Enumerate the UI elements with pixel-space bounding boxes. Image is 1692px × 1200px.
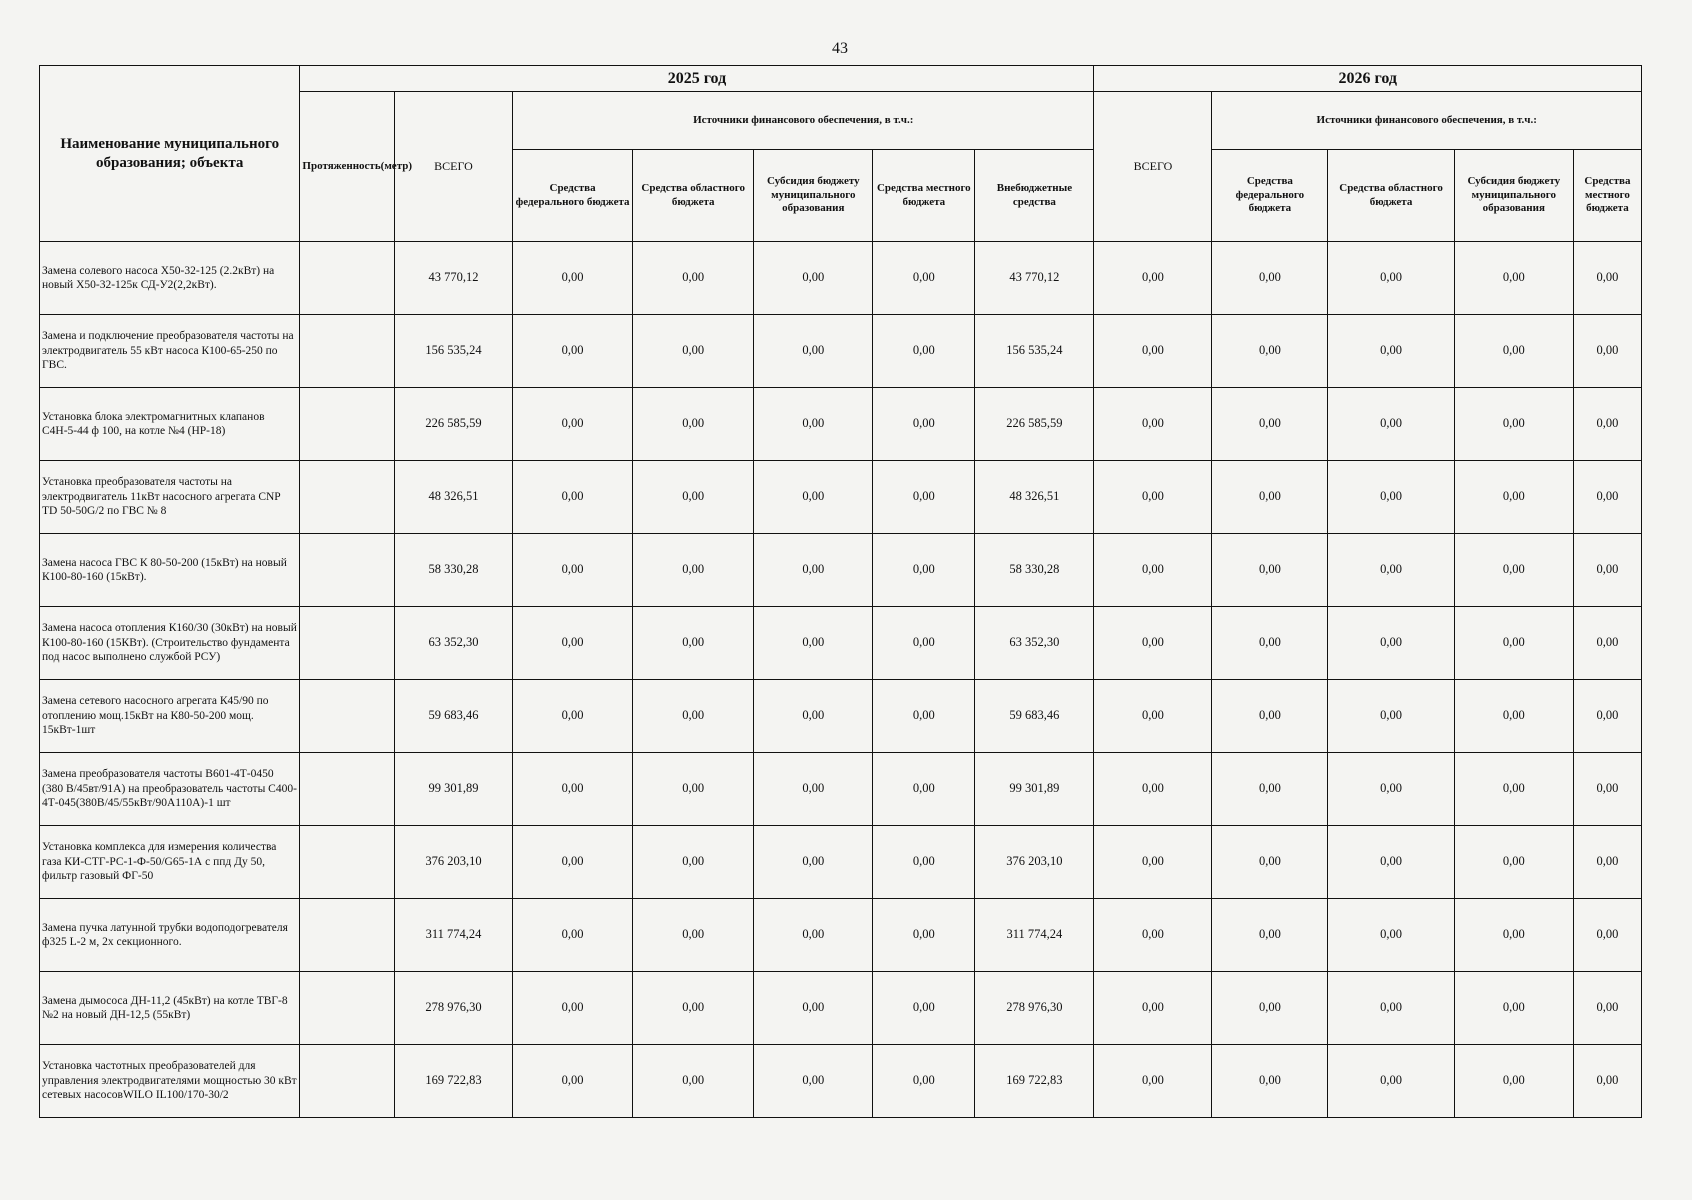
federal-2026-cell: 0,00 xyxy=(1212,461,1328,534)
federal-2026-cell: 0,00 xyxy=(1212,826,1328,899)
regional-2026-cell: 0,00 xyxy=(1328,899,1454,972)
local-2025-cell: 0,00 xyxy=(873,242,975,315)
extra-2025-cell: 226 585,59 xyxy=(975,388,1094,461)
subsidy-2026-cell: 0,00 xyxy=(1454,315,1573,388)
extra-2025-cell: 376 203,10 xyxy=(975,826,1094,899)
header-regional-2026: Средства областного бюджета xyxy=(1328,150,1454,242)
subsidy-2025-cell: 0,00 xyxy=(754,1045,873,1118)
length-cell xyxy=(300,972,395,1045)
regional-2026-cell: 0,00 xyxy=(1328,753,1454,826)
local-2026-cell: 0,00 xyxy=(1573,972,1641,1045)
local-2026-cell: 0,00 xyxy=(1573,753,1641,826)
header-subsidy-2025: Субсидия бюджету муниципального образования xyxy=(754,150,873,242)
total-2025-cell: 376 203,10 xyxy=(395,826,513,899)
total-2025-cell: 58 330,28 xyxy=(395,534,513,607)
federal-2025-cell: 0,00 xyxy=(513,242,633,315)
subsidy-2025-cell: 0,00 xyxy=(754,680,873,753)
length-cell xyxy=(300,1045,395,1118)
local-2026-cell: 0,00 xyxy=(1573,680,1641,753)
header-year-2026: 2026 год xyxy=(1094,66,1642,92)
extra-2025-cell: 43 770,12 xyxy=(975,242,1094,315)
regional-2025-cell: 0,00 xyxy=(633,461,754,534)
local-2025-cell: 0,00 xyxy=(873,826,975,899)
federal-2025-cell: 0,00 xyxy=(513,461,633,534)
regional-2026-cell: 0,00 xyxy=(1328,242,1454,315)
total-2026-cell: 0,00 xyxy=(1094,753,1212,826)
object-name: Замена пучка латунной трубки водоподогревателя ф325 L-2 м, 2х секционного. xyxy=(40,899,300,972)
local-2025-cell: 0,00 xyxy=(873,680,975,753)
total-2026-cell: 0,00 xyxy=(1094,315,1212,388)
table-row xyxy=(40,972,1642,1045)
total-2026-cell: 0,00 xyxy=(1094,680,1212,753)
subsidy-2025-cell: 0,00 xyxy=(754,972,873,1045)
header-local-2025: Средства местного бюджета xyxy=(873,150,975,242)
table-row xyxy=(40,242,1642,315)
regional-2025-cell: 0,00 xyxy=(633,680,754,753)
regional-2025-cell: 0,00 xyxy=(633,972,754,1045)
federal-2025-cell: 0,00 xyxy=(513,534,633,607)
header-total-2026: ВСЕГО xyxy=(1094,92,1212,242)
local-2026-cell: 0,00 xyxy=(1573,607,1641,680)
total-2026-cell: 0,00 xyxy=(1094,1045,1212,1118)
local-2026-cell: 0,00 xyxy=(1573,899,1641,972)
object-name: Замена и подключение преобразователя частоты на электродвигатель 55 кВт насоса К100-65-250 по ГВС. xyxy=(40,315,300,388)
subsidy-2025-cell: 0,00 xyxy=(754,315,873,388)
federal-2025-cell: 0,00 xyxy=(513,680,633,753)
subsidy-2026-cell: 0,00 xyxy=(1454,972,1573,1045)
length-cell xyxy=(300,753,395,826)
object-name: Замена насоса ГВС К 80-50-200 (15кВт) на новый К100-80-160 (15кВт). xyxy=(40,534,300,607)
total-2025-cell: 311 774,24 xyxy=(395,899,513,972)
length-cell xyxy=(300,899,395,972)
header-federal-2026: Средства федерального бюджета xyxy=(1212,150,1328,242)
federal-2025-cell: 0,00 xyxy=(513,753,633,826)
length-cell xyxy=(300,607,395,680)
table-row xyxy=(40,680,1642,753)
total-2025-cell: 48 326,51 xyxy=(395,461,513,534)
regional-2026-cell: 0,00 xyxy=(1328,972,1454,1045)
total-2025-cell: 63 352,30 xyxy=(395,607,513,680)
object-name: Замена солевого насоса Х50-32-125 (2.2кВт) на новый Х50-32-125к СД-У2(2,2кВт). xyxy=(40,242,300,315)
table-row xyxy=(40,826,1642,899)
object-name: Установка преобразователя частоты на электродвигатель 11кВт насосного агрегата CNP TD 50-50G/2 по ГВС № 8 xyxy=(40,461,300,534)
federal-2025-cell: 0,00 xyxy=(513,972,633,1045)
subsidy-2025-cell: 0,00 xyxy=(754,388,873,461)
local-2026-cell: 0,00 xyxy=(1573,1045,1641,1118)
header-total-2025: ВСЕГО xyxy=(395,92,513,242)
local-2025-cell: 0,00 xyxy=(873,1045,975,1118)
page-number: 43 xyxy=(832,40,848,57)
total-2026-cell: 0,00 xyxy=(1094,972,1212,1045)
regional-2025-cell: 0,00 xyxy=(633,315,754,388)
header-extra-2025: Внебюджетные средства xyxy=(975,150,1094,242)
regional-2026-cell: 0,00 xyxy=(1328,534,1454,607)
total-2026-cell: 0,00 xyxy=(1094,534,1212,607)
header-subsidy-2026: Субсидия бюджету муниципального образования xyxy=(1454,150,1573,242)
regional-2026-cell: 0,00 xyxy=(1328,388,1454,461)
federal-2026-cell: 0,00 xyxy=(1212,315,1328,388)
federal-2025-cell: 0,00 xyxy=(513,899,633,972)
subsidy-2026-cell: 0,00 xyxy=(1454,680,1573,753)
length-cell xyxy=(300,534,395,607)
subsidy-2026-cell: 0,00 xyxy=(1454,1045,1573,1118)
local-2026-cell: 0,00 xyxy=(1573,826,1641,899)
header-sources-2026: Источники финансового обеспечения, в т.ч.: xyxy=(1212,92,1642,150)
regional-2025-cell: 0,00 xyxy=(633,1045,754,1118)
extra-2025-cell: 58 330,28 xyxy=(975,534,1094,607)
total-2025-cell: 156 535,24 xyxy=(395,315,513,388)
length-cell xyxy=(300,315,395,388)
federal-2026-cell: 0,00 xyxy=(1212,1045,1328,1118)
financing-table xyxy=(39,65,1642,1118)
table-row xyxy=(40,461,1642,534)
subsidy-2026-cell: 0,00 xyxy=(1454,242,1573,315)
object-name: Установка блока электромагнитных клапанов С4Н-5-44 ф 100, на котле №4 (НР-18) xyxy=(40,388,300,461)
table-row xyxy=(40,1045,1642,1118)
local-2026-cell: 0,00 xyxy=(1573,388,1641,461)
regional-2026-cell: 0,00 xyxy=(1328,607,1454,680)
local-2025-cell: 0,00 xyxy=(873,315,975,388)
local-2026-cell: 0,00 xyxy=(1573,534,1641,607)
total-2025-cell: 169 722,83 xyxy=(395,1045,513,1118)
subsidy-2025-cell: 0,00 xyxy=(754,242,873,315)
header-sources-2025: Источники финансового обеспечения, в т.ч.: xyxy=(513,92,1094,150)
regional-2025-cell: 0,00 xyxy=(633,826,754,899)
table-row xyxy=(40,315,1642,388)
length-cell xyxy=(300,461,395,534)
header-regional-2025: Средства областного бюджета xyxy=(633,150,754,242)
subsidy-2025-cell: 0,00 xyxy=(754,899,873,972)
federal-2026-cell: 0,00 xyxy=(1212,680,1328,753)
federal-2026-cell: 0,00 xyxy=(1212,388,1328,461)
table-row xyxy=(40,388,1642,461)
header-local-2026: Средства местного бюджета xyxy=(1573,150,1641,242)
length-cell xyxy=(300,388,395,461)
object-name: Замена дымососа ДН-11,2 (45кВт) на котле ТВГ-8 №2 на новый ДН-12,5 (55кВт) xyxy=(40,972,300,1045)
length-cell xyxy=(300,826,395,899)
extra-2025-cell: 169 722,83 xyxy=(975,1045,1094,1118)
regional-2026-cell: 0,00 xyxy=(1328,1045,1454,1118)
federal-2026-cell: 0,00 xyxy=(1212,753,1328,826)
object-name: Замена насоса отопления К160/30 (30кВт) на новый К100-80-160 (15КВт). (Строительство фундамента под насос выполнено службой РСУ) xyxy=(40,607,300,680)
extra-2025-cell: 59 683,46 xyxy=(975,680,1094,753)
total-2026-cell: 0,00 xyxy=(1094,461,1212,534)
length-cell xyxy=(300,680,395,753)
regional-2026-cell: 0,00 xyxy=(1328,461,1454,534)
regional-2025-cell: 0,00 xyxy=(633,899,754,972)
extra-2025-cell: 48 326,51 xyxy=(975,461,1094,534)
total-2025-cell: 278 976,30 xyxy=(395,972,513,1045)
regional-2025-cell: 0,00 xyxy=(633,242,754,315)
subsidy-2026-cell: 0,00 xyxy=(1454,753,1573,826)
subsidy-2026-cell: 0,00 xyxy=(1454,899,1573,972)
regional-2026-cell: 0,00 xyxy=(1328,826,1454,899)
total-2026-cell: 0,00 xyxy=(1094,826,1212,899)
local-2025-cell: 0,00 xyxy=(873,753,975,826)
header-year-2025: 2025 год xyxy=(300,66,1094,92)
federal-2026-cell: 0,00 xyxy=(1212,972,1328,1045)
federal-2025-cell: 0,00 xyxy=(513,315,633,388)
subsidy-2025-cell: 0,00 xyxy=(754,534,873,607)
extra-2025-cell: 99 301,89 xyxy=(975,753,1094,826)
table-row xyxy=(40,534,1642,607)
federal-2025-cell: 0,00 xyxy=(513,388,633,461)
subsidy-2026-cell: 0,00 xyxy=(1454,607,1573,680)
subsidy-2026-cell: 0,00 xyxy=(1454,826,1573,899)
extra-2025-cell: 278 976,30 xyxy=(975,972,1094,1045)
subsidy-2026-cell: 0,00 xyxy=(1454,534,1573,607)
local-2025-cell: 0,00 xyxy=(873,899,975,972)
object-name: Установка комплекса для измерения количества газа КИ-СТГ-РС-1-Ф-50/G65-1А с ппд Ду 50, фильтр газовый ФГ-50 xyxy=(40,826,300,899)
total-2026-cell: 0,00 xyxy=(1094,242,1212,315)
regional-2025-cell: 0,00 xyxy=(633,607,754,680)
total-2026-cell: 0,00 xyxy=(1094,899,1212,972)
federal-2025-cell: 0,00 xyxy=(513,826,633,899)
federal-2025-cell: 0,00 xyxy=(513,1045,633,1118)
total-2025-cell: 99 301,89 xyxy=(395,753,513,826)
extra-2025-cell: 311 774,24 xyxy=(975,899,1094,972)
subsidy-2025-cell: 0,00 xyxy=(754,461,873,534)
table-row xyxy=(40,607,1642,680)
subsidy-2026-cell: 0,00 xyxy=(1454,461,1573,534)
regional-2025-cell: 0,00 xyxy=(633,534,754,607)
federal-2025-cell: 0,00 xyxy=(513,607,633,680)
extra-2025-cell: 63 352,30 xyxy=(975,607,1094,680)
subsidy-2026-cell: 0,00 xyxy=(1454,388,1573,461)
federal-2026-cell: 0,00 xyxy=(1212,607,1328,680)
local-2025-cell: 0,00 xyxy=(873,972,975,1045)
local-2025-cell: 0,00 xyxy=(873,534,975,607)
local-2025-cell: 0,00 xyxy=(873,461,975,534)
object-name: Замена сетевого насосного агрегата К45/90 по отоплению мощ.15кВт на К80-50-200 мощ. 15кВт-1шт xyxy=(40,680,300,753)
table-row xyxy=(40,753,1642,826)
table-row xyxy=(40,899,1642,972)
header-federal-2025: Средства федерального бюджета xyxy=(513,150,633,242)
total-2026-cell: 0,00 xyxy=(1094,388,1212,461)
total-2025-cell: 226 585,59 xyxy=(395,388,513,461)
regional-2026-cell: 0,00 xyxy=(1328,680,1454,753)
total-2025-cell: 43 770,12 xyxy=(395,242,513,315)
subsidy-2025-cell: 0,00 xyxy=(754,826,873,899)
local-2025-cell: 0,00 xyxy=(873,607,975,680)
subsidy-2025-cell: 0,00 xyxy=(754,753,873,826)
length-cell xyxy=(300,242,395,315)
regional-2025-cell: 0,00 xyxy=(633,753,754,826)
local-2026-cell: 0,00 xyxy=(1573,461,1641,534)
local-2025-cell: 0,00 xyxy=(873,388,975,461)
local-2026-cell: 0,00 xyxy=(1573,242,1641,315)
regional-2026-cell: 0,00 xyxy=(1328,315,1454,388)
local-2026-cell: 0,00 xyxy=(1573,315,1641,388)
regional-2025-cell: 0,00 xyxy=(633,388,754,461)
object-name: Замена преобразователя частоты В601-4Т-0450 (380 В/45вт/91А) на преобразователь частоты С400-4Т-045(380В/45/55кВт/90А110А)-1 шт xyxy=(40,753,300,826)
header-length-column: Протяженность(метр) xyxy=(300,92,395,242)
header-name-column: Наименование муниципального образования; объекта xyxy=(40,66,300,242)
total-2025-cell: 59 683,46 xyxy=(395,680,513,753)
federal-2026-cell: 0,00 xyxy=(1212,899,1328,972)
subsidy-2025-cell: 0,00 xyxy=(754,607,873,680)
federal-2026-cell: 0,00 xyxy=(1212,242,1328,315)
total-2026-cell: 0,00 xyxy=(1094,607,1212,680)
extra-2025-cell: 156 535,24 xyxy=(975,315,1094,388)
object-name: Установка частотных преобразователей для управления электродвигателями мощностью 30 кВт сетевых насосовWILO IL100/170-30/2 xyxy=(40,1045,300,1118)
federal-2026-cell: 0,00 xyxy=(1212,534,1328,607)
